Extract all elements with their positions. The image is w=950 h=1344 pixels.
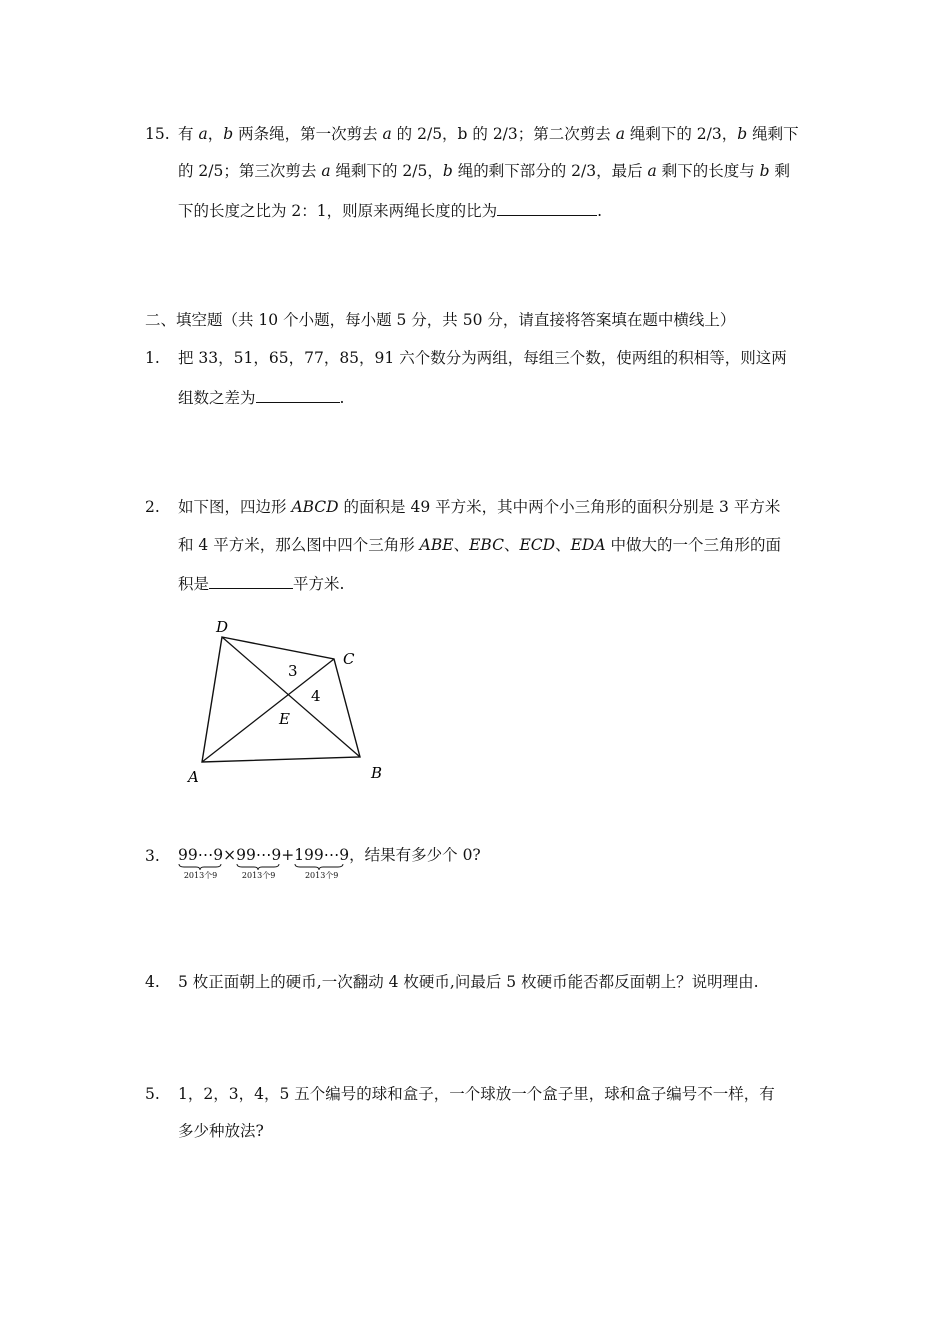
- q4-number: 4.: [145, 973, 160, 991]
- q15-line-1: 有 a，b 两条绳，第一次剪去 a 的 2/5，b 的 2/3；第二次剪去 a 绳剩下的 2/3，b 绳剩下: [178, 125, 799, 143]
- underbrace-icon: [236, 864, 280, 870]
- underbrace-term-2: 99⋯9 2013个9: [236, 846, 282, 880]
- label-d: D: [216, 618, 229, 636]
- q2-line-1: 如下图，四边形 ABCD 的面积是 49 平方米，其中两个小三角形的面积分别是 3 平方米: [178, 498, 781, 516]
- label-e: E: [279, 710, 290, 728]
- q1-line-2: 组数之差为 .: [178, 386, 344, 408]
- label-c: C: [343, 650, 355, 668]
- underbrace-icon: [178, 864, 222, 870]
- q15-number: 15.: [145, 125, 170, 143]
- answer-blank[interactable]: [256, 386, 340, 403]
- q2-line-3: 积是 平方米.: [178, 572, 344, 594]
- area-top-label: 3: [288, 662, 298, 680]
- q2-number: 2.: [145, 498, 160, 516]
- label-a: A: [188, 768, 199, 786]
- quadrilateral-figure: [180, 612, 410, 792]
- q3-expression: 99⋯9 2013个9 × 99⋯9 2013个9 + 199⋯9 2013个9 ，结果有多少个 0?: [178, 846, 481, 880]
- q5-line-2: 多少种放法?: [178, 1122, 264, 1140]
- section-title: 二、填空题（共 10 个小题，每小题 5 分，共 50 分，请直接将答案填在题中横线上）: [145, 311, 736, 329]
- area-right-label: 4: [311, 687, 321, 705]
- q1-line-1: 把 33，51，65，77，85，91 六个数分为两组，每组三个数，使两组的积相等，则这两: [178, 349, 787, 367]
- q5-line-1: 1，2，3，4，5 五个编号的球和盒子，一个球放一个盒子里，球和盒子编号不一样，有: [178, 1085, 775, 1103]
- underbrace-term-3: 199⋯9 2013个9: [294, 846, 350, 880]
- q1-number: 1.: [145, 349, 160, 367]
- diagonal-bd: [222, 637, 360, 757]
- diagonal-ac: [202, 659, 334, 762]
- q15-line-3: 下的长度之比为 2：1，则原来两绳长度的比为 .: [178, 199, 602, 221]
- underbrace-icon: [294, 864, 344, 870]
- q4-text: 5 枚正面朝上的硬币,一次翻动 4 枚硬币,问最后 5 枚硬币能否都反面朝上？说明理由.: [178, 973, 759, 991]
- answer-blank[interactable]: [209, 572, 293, 589]
- label-b: B: [371, 764, 383, 782]
- answer-blank[interactable]: [497, 199, 597, 216]
- q5-number: 5.: [145, 1085, 160, 1103]
- q3-number: 3.: [145, 847, 160, 865]
- underbrace-term-1: 99⋯9 2013个9: [178, 846, 224, 880]
- q2-line-2: 和 4 平方米，那么图中四个三角形 ABE、EBC、ECD、EDA 中做大的一个三角形的面: [178, 536, 781, 554]
- q15-line-2: 的 2/5；第三次剪去 a 绳剩下的 2/5，b 绳的剩下部分的 2/3，最后 a 剩下的长度与 b 剩: [178, 162, 791, 180]
